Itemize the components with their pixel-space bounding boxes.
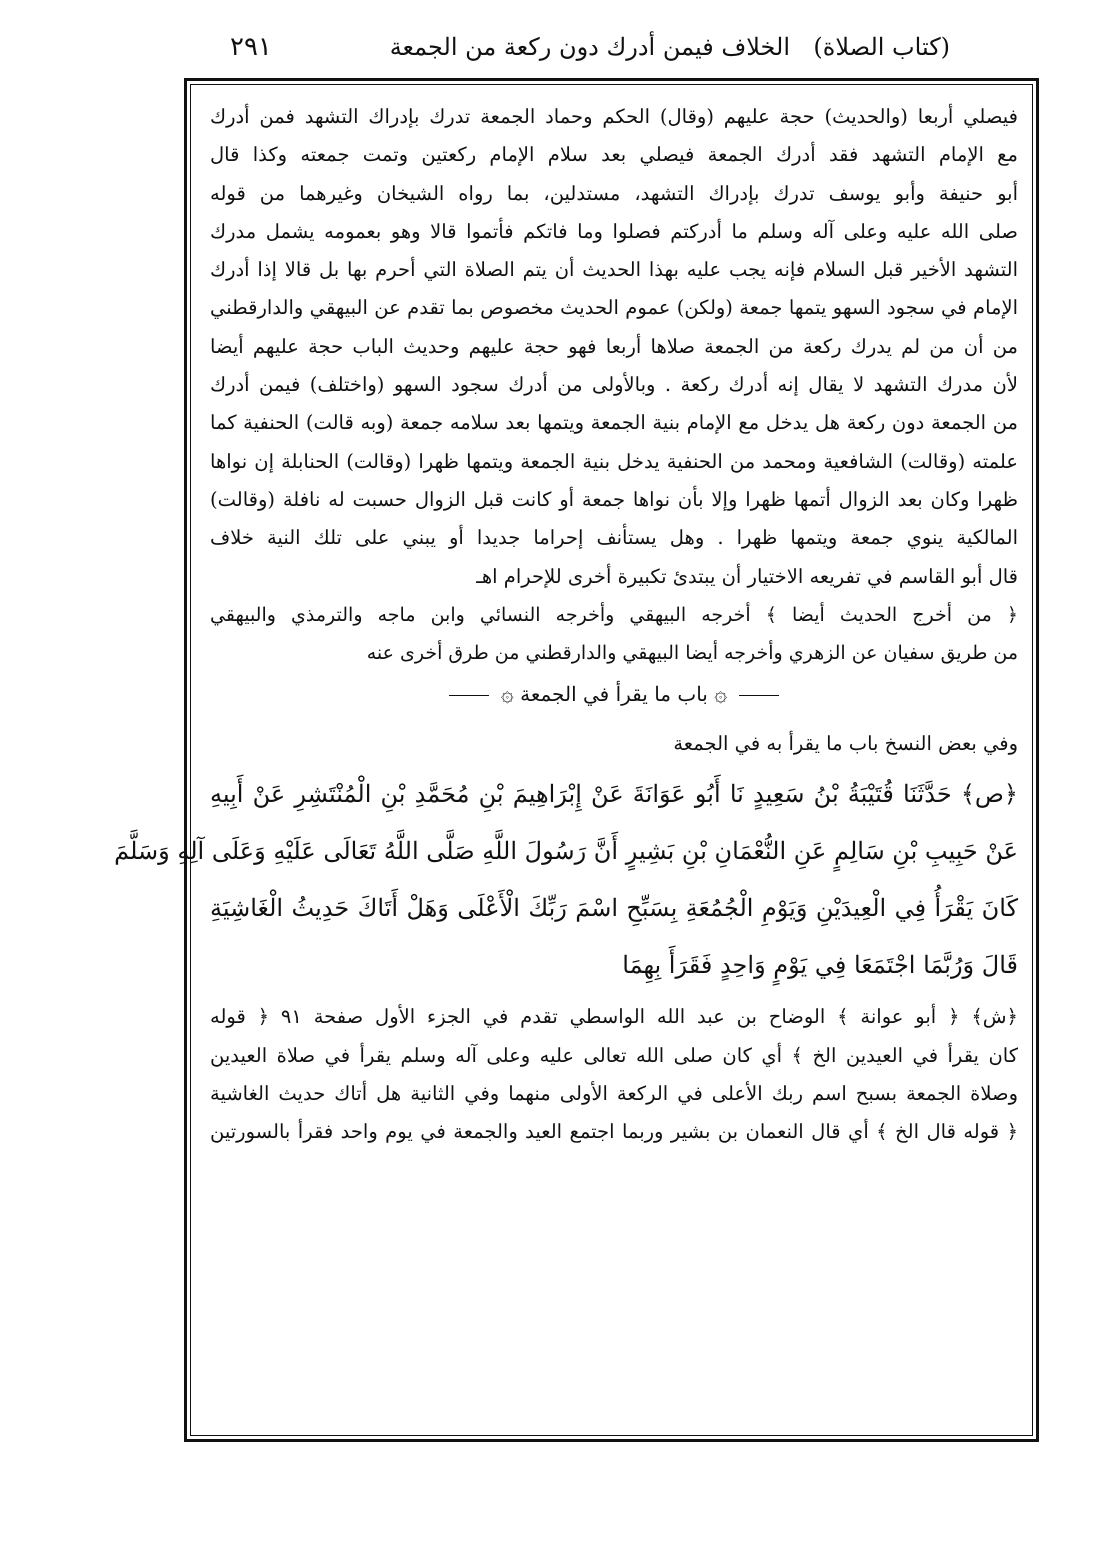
text-line: ظهرا وكان بعد الزوال أتمها ظهرا وإلا بأن نواها جمعة أو كانت قبل الزوال حسبت له نافلة (وقالت) — [210, 487, 1018, 511]
text-line: علمته (وقالت) الشافعية ومحمد من الحنفية يدخل بنية الجمعة ويتمها ظهرا (وقالت) الحنابلة إن نواها — [210, 449, 1018, 473]
page-content — [114, 98, 1019, 1152]
chapter-divider — [210, 674, 1018, 714]
divider-rule — [739, 695, 779, 696]
ornament-icon: ۞ — [714, 682, 728, 708]
hadith-line: عَنْ حَبِيبِ بْنِ سَالِمٍ عَنِ النُّعْمَانِ بْنِ بَشِيرٍ أَنَّ رَسُولَ اللَّهِ صَلَّى اللَّهُ تَعَالَى عَلَيْهِ وَعَلَى آلِهِ وَسَلَّمَ — [114, 837, 1018, 866]
text-line: الإمام في سجود السهو يتمها جمعة (ولكن) عموم الحديث مخصوص بما تقدم عن البيهقي والدارقطني — [210, 296, 1018, 320]
divider-rule — [449, 695, 489, 696]
text-line: صلى الله عليه وعلى آله وسلم ما أدركتم فصلوا وما فاتكم فأتموا قالا وهو بعمومه يشمل مدرك — [210, 219, 1018, 243]
text-line: من أن من لم يدرك ركعة من الجمعة صلاها أربعا فهو حجة عليهم وحديث الباب حجة عليهم أيضا — [210, 334, 1018, 358]
variant-note: وفي بعض النسخ باب ما يقرأ به في الجمعة — [673, 732, 1018, 756]
text-line: قال أبو القاسم في تفريعه الاختيار أن يبتدئ تكبيرة أخرى للإحرام اهـ — [476, 564, 1018, 588]
ornament-icon: ۞ — [500, 682, 514, 708]
chapter-heading: الخلاف فيمن أدرك دون ركعة من الجمعة — [389, 33, 790, 61]
text-line: كان يقرأ في العيدين الخ ﴾ أي كان صلى الله تعالى عليه وعلى آله وسلم يقرأ في صلاة العيدين — [210, 1043, 1018, 1067]
text-line: أبو حنيفة وأبو يوسف تدرك بإدراك التشهد، مستدلين، بما رواه الشيخان وغيرهما من قوله — [210, 181, 1018, 205]
text-line: لأن مدرك التشهد لا يقال إنه أدرك ركعة . وبالأولى من أدرك سجود السهو (واختلف) فيمن أدرك — [210, 373, 1018, 397]
takhrij-paragraph — [210, 596, 1018, 673]
text-line: ﴿ش﴾ ﴿ أبو عوانة ﴾ الوضاح بن عبد الله الواسطي تقدم في الجزء الأول صفحة ٩١ ﴿ قوله — [210, 1005, 1018, 1029]
hadith-line: كَانَ يَقْرَأُ فِي الْعِيدَيْنِ وَيَوْمِ الْجُمُعَةِ بِسَبِّحِ اسْمَ رَبِّكَ الْأَعْلَى وَهَلْ أَتَاكَ حَدِيثُ الْغَاشِيَةِ — [210, 894, 1018, 923]
page-number: ٢٩١ — [230, 32, 272, 62]
hadith-line: ﴿ص﴾ حَدَّثَنَا قُتَيْبَةُ بْنُ سَعِيدٍ نَا أَبُو عَوَانَةَ عَنْ إِبْرَاهِيمَ بْنِ مُحَمَّدِ بْنِ الْمُنْتَشِرِ عَنْ أَبِيهِ — [210, 780, 1018, 809]
text-line: وصلاة الجمعة بسبح اسم ربك الأعلى في الركعة الأولى منهما وفي الثانية هل أتاك حديث الغاشية — [210, 1082, 1018, 1106]
text-line: ﴿ من أخرج الحديث أيضا ﴾ أخرجه البيهقي وأخرجه النسائي وابن ماجه والترمذي والبيهقي — [210, 603, 1019, 626]
text-line: المالكية ينوي جمعة ويتمها ظهرا . وهل يستأنف إحراما جديدا أو يبني على تلك النية خلاف — [210, 526, 1018, 550]
running-header — [200, 22, 950, 72]
text-line: التشهد الأخير قبل السلام فإنه يجب عليه بهذا الحديث أن يتم الصلاة التي أحرم بها بل قالا إذا أدرك — [210, 258, 1018, 282]
text-line: من الجمعة دون ركعة هل يدخل مع الإمام بنية الجمعة ويتمها بعد سلامه جمعة (وبه قالت) الحنفية كما — [210, 411, 1018, 435]
text-line: من طريق سفيان عن الزهري وأخرجه أيضا البيهقي والدارقطني من طرق أخرى عنه — [366, 642, 1018, 665]
hadith-text — [114, 766, 1018, 994]
text-line: فيصلي أربعا (والحديث) حجة عليهم (وقال) الحكم وحماد الجمعة تدرك بإدراك التشهد فمن أدرك — [210, 105, 1018, 128]
text-line: مع الإمام التشهد فقد أدرك الجمعة فيصلي بعد سلام الإمام ركعتين وتمت جمعته وكذا قال — [210, 143, 1018, 167]
sharh-paragraph — [210, 998, 1018, 1151]
commentary-paragraph — [210, 98, 1018, 596]
book-title: (كتاب الصلاة) — [813, 33, 950, 61]
hadith-line: قَالَ وَرُبَّمَا اجْتَمَعَا فِي يَوْمٍ وَاحِدٍ فَقَرَأَ بِهِمَا — [622, 951, 1018, 980]
text-line: ﴿ قوله قال الخ ﴾ أي قال النعمان بن بشير وربما اجتمع العيد والجمعة في يوم واحد فقرأ بالسورتين — [210, 1120, 1018, 1144]
chapter-title: باب ما يقرأ في الجمعة — [520, 682, 708, 707]
